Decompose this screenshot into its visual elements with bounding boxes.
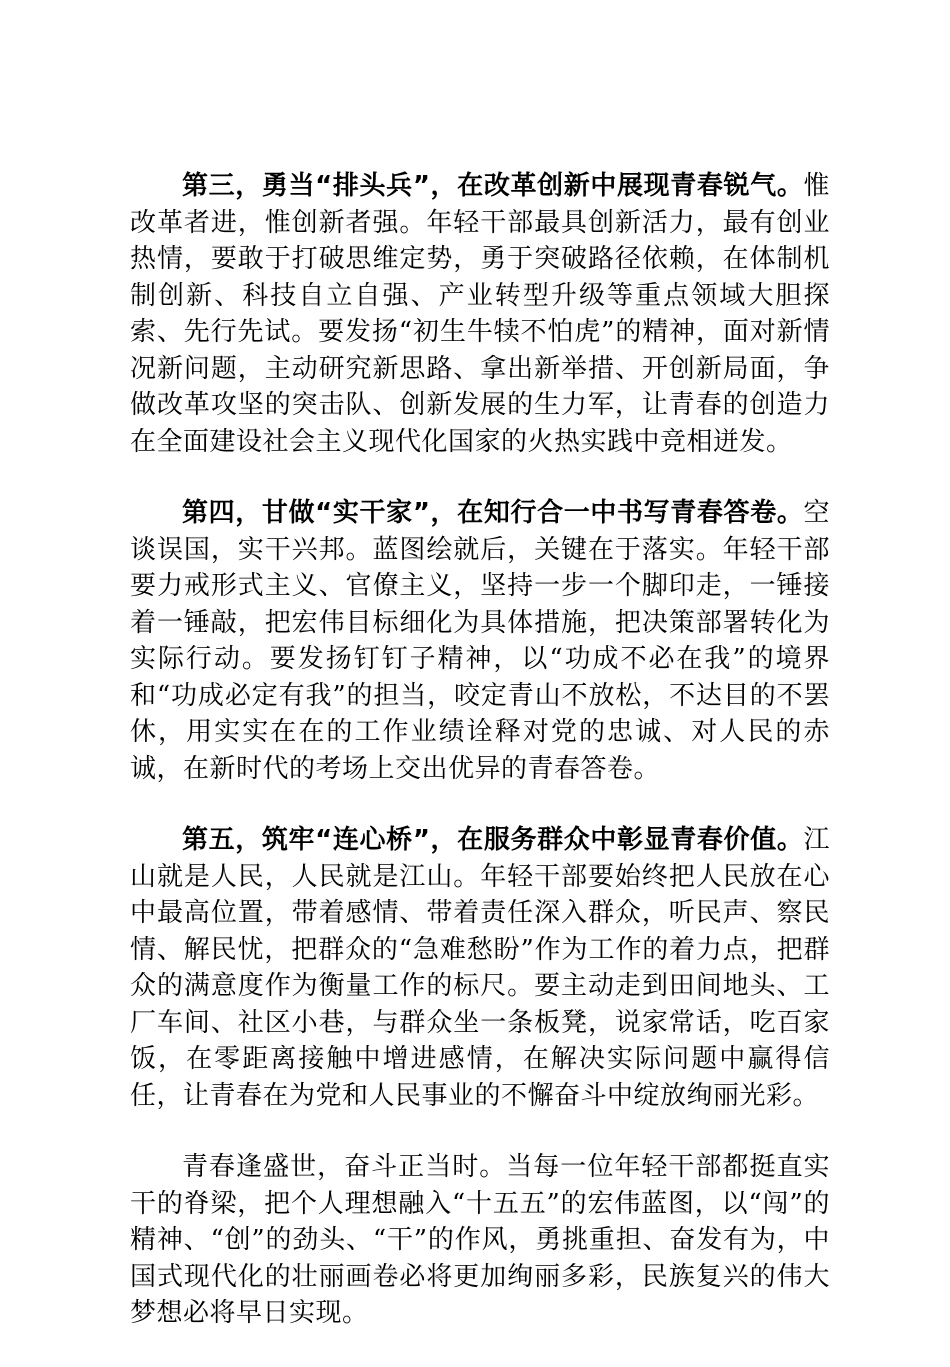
paragraph-text: 青春逢盛世，奋斗正当时。当每一位年轻干部都挺直实干的脊梁，把个人理想融入“十五五”的宏伟蓝图，以“闯”的精神、“创”的劲头、“干”的作风，勇挑重担、奋发有为，中国式现代化的壮丽画卷必将更加绚丽多彩，民族复兴的伟大梦想必将早日实现。 [130, 1152, 830, 1328]
paragraph-text: 江山就是人民，人民就是江山。年轻干部要始终把人民放在心中最高位置，带着感情、带着责任深入群众，听民声、察民情、解民忧，把群众的“急难愁盼”作为工作的着力点，把群众的满意度作为衡量工作的标尺。要主动走到田间地头、工厂车间、社区小巷，与群众坐一条板凳，说家常话，吃百家饭，在零距离接触中增进感情，在解决实际问题中赢得信任，让青春在为党和人民事业的不懈奋斗中绽放绚丽光彩。 [130, 825, 830, 1111]
paragraph-conclusion [130, 1149, 830, 1332]
paragraph-text: 惟改革者进，惟创新者强。年轻干部最具创新活力，最有创业热情，要敢于打破思维定势，勇于突破路径依赖，在体制机制创新、科技自立自强、产业转型升级等重点领域大胆探索、先行先试。要发扬“初生牛犊不怕虎”的精神，面对新情况新问题，主动研究新思路、拿出新举措、开创新局面，争做改革攻坚的突击队、创新发展的生力军，让青春的创造力在全面建设社会主义现代化国家的火热实践中竞相迸发。 [130, 171, 830, 457]
paragraph-third [130, 168, 830, 460]
paragraph-lead: 第三，勇当“排头兵”，在改革创新中展现青春锐气。 [182, 171, 804, 201]
paragraph-text: 空谈误国，实干兴邦。蓝图绘就后，关键在于落实。年轻干部要力戒形式主义、官僚主义，坚持一步一个脚印走，一锤接着一锤敲，把宏伟目标细化为具体措施，把决策部署转化为实际行动。要发扬钉钉子精神，以“功成不必在我”的境界和“功成必定有我”的担当，咬定青山不放松，不达目的不罢休，用实实在在的工作业绩诠释对党的忠诚、对人民的赤诚，在新时代的考场上交出优异的青春答卷。 [130, 498, 830, 784]
document-body [130, 168, 830, 1367]
paragraph-lead: 第四，甘做“实干家”，在知行合一中书写青春答卷。 [182, 498, 804, 528]
paragraph-fourth [130, 495, 830, 787]
paragraph-lead: 第五，筑牢“连心桥”，在服务群众中彰显青春价值。 [182, 825, 804, 855]
paragraph-fifth [130, 822, 830, 1114]
